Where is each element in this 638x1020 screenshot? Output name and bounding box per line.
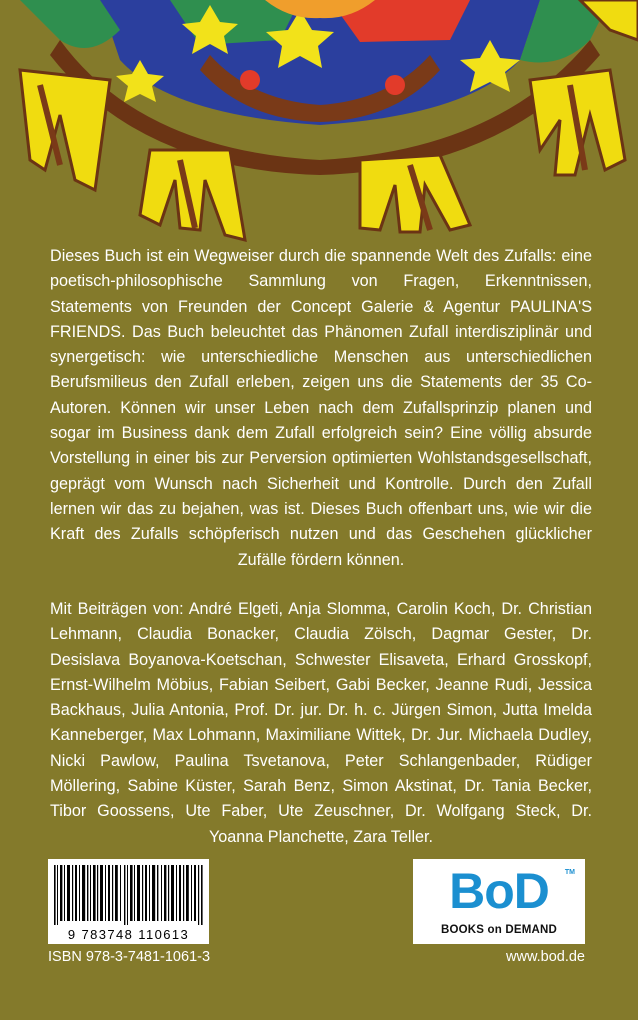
isbn-number: ISBN 978-3-7481-1061-3 <box>48 949 211 965</box>
contributors-list: Mit Beiträgen von: André Elgeti, Anja Slomma, Carolin Koch, Dr. Christian Lehmann, Claudia Bonacker, Claudia Zölsch, Dagmar Gester, Dr. Desislava Boyanova-Koetschan, Schwester Elisaveta, Erhard Grosskopf, Ernst-Wilhelm Möbius, Fabian Seibert, Gabi Becker, Jeanne Rudi, Jessica Backhaus, Julia Antonia, Prof. Dr. jur. Dr. h. c. Jürgen Simon, Jutta Imelda Kanneberger, Max Lohmann, Maximiliane Wittek, Dr. Jur. Michaela Dudley, Nicki Pawlow, Paulina Tsvetanova, Peter Schlangenbader, Rüdiger Möllering, Sabine Küster, Sarah Benz, Simon Akstinat, Dr. Tania Becker, Tibor Goossens, Ute Faber, Ute Zeuschner, Dr. Wolfgang Steck, Dr. Yoanna Planchette, Zara Teller. <box>50 600 592 846</box>
bod-logo <box>413 859 585 944</box>
cover-artwork <box>0 0 638 245</box>
publisher-website[interactable]: www.bod.de <box>506 949 585 965</box>
barcode-digits: 9 783748 110613 <box>67 927 190 942</box>
barcode-icon <box>54 865 203 925</box>
bod-logo-subtitle: BOOKS on DEMAND <box>440 924 558 936</box>
book-blurb: Dieses Buch ist ein Wegweiser durch die spannende Welt des Zufalls: eine poetisch-philosophische Sammlung von Fragen, Erkenntnissen, Statements von Freunden der Concept Galerie & Agentur PAULINA'S FRIENDS. Das Buch beleuchtet das Phänomen Zufall interdisziplinär und synergetisch: wie unterschiedliche Menschen aus unterschiedlichen Berufsmilieus den Zufall erleben, zeigen uns die Statements der 35 Co-Autoren. Können wir unser Leben nach dem Zufallsprinzip planen und sogar im Business dank dem Zufall erfolgreich sein? Eine völlig absurde Vorstellung in einer bis zur Perversion optimierten Wohlstandsgesellschaft, geprägt vom Wunsch nach Sicherheit und Kontrolle. Durch den Zufall lernen wir das zu bejahen, was ist. Dieses Buch offenbart uns, wie wir die Kraft des Zufalls schöpferisch nutzen und das Geschehen glücklicher Zufälle fördern können. <box>50 247 592 569</box>
bod-logo-word: BoD <box>449 863 549 919</box>
isbn-barcode <box>48 859 209 944</box>
bod-trademark: TM <box>564 869 575 876</box>
